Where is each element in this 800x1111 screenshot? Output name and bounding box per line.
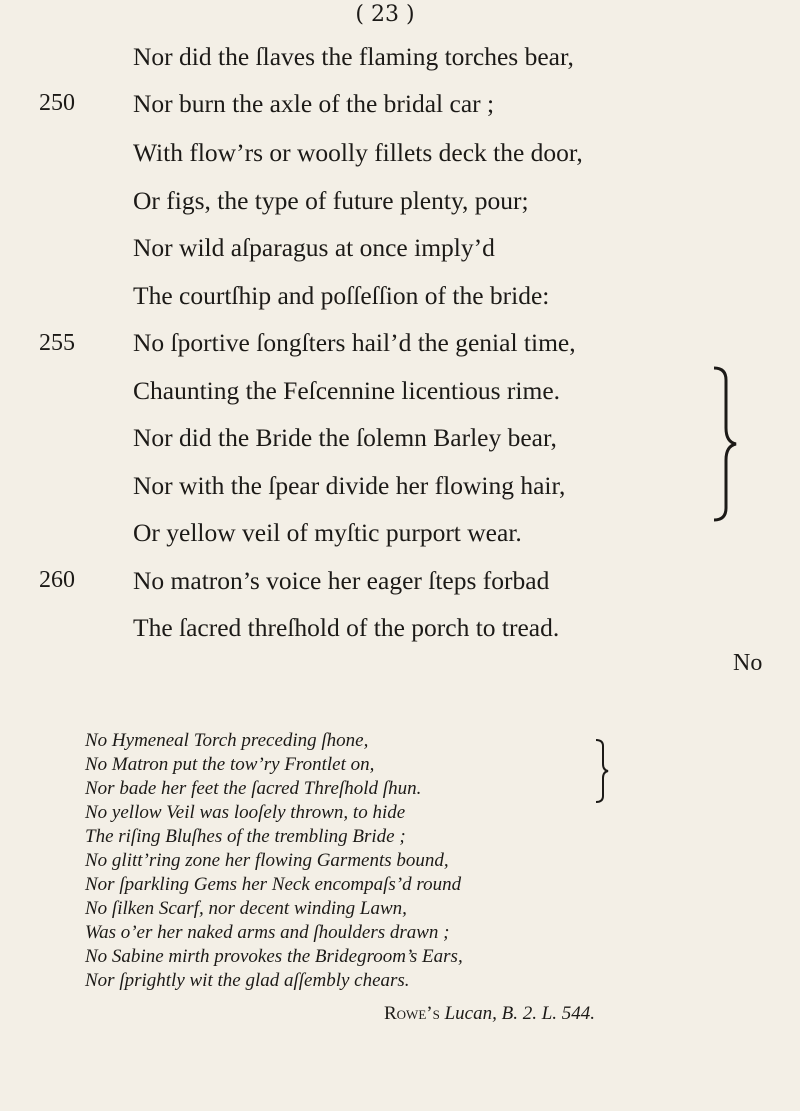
line-number: 255 <box>39 330 75 356</box>
verse-line: With flow’rs or woolly fillets deck the door, <box>133 138 583 167</box>
citation-line: L. 544. <box>541 1003 596 1024</box>
line-number: 260 <box>39 567 75 593</box>
citation-book: B. 2. <box>501 1003 537 1024</box>
verse-line: Chaunting the Feſcennine licentious rime. <box>133 376 561 405</box>
verse-line: Nor burn the axle of the bridal car ; <box>133 89 495 118</box>
verse-line: Nor wild aſparagus at once imply’d <box>133 233 495 262</box>
verse-line: The courtſhip and poſſeſſion of the bride: <box>133 281 550 310</box>
verse-line: Or yellow veil of myſtic purport wear. <box>133 518 522 547</box>
citation-work: Lucan, <box>444 1003 497 1024</box>
page-number: ( 23 ) <box>355 2 415 27</box>
footnote-brace <box>594 738 610 804</box>
footnote-line: Was o’er her naked arms and ſhoulders drawn ; <box>85 922 450 943</box>
footnote-line: No ſilken Scarf, nor decent winding Lawn, <box>85 898 407 919</box>
footnote-line: Nor ſprightly wit the glad aſſembly chears. <box>85 970 410 991</box>
verse-line: Nor with the ſpear divide her flowing hair, <box>133 471 566 500</box>
footnote-line: No yellow Veil was looſely thrown, to hide <box>85 802 406 823</box>
verse-line: No ſportive ſongſters hail’d the genial time, <box>133 328 576 357</box>
footnote-line: No Matron put the tow’ry Frontlet on, <box>85 754 375 775</box>
triplet-brace <box>712 364 738 524</box>
citation-author: Rowe’s <box>384 1003 440 1024</box>
footnote-line: Nor bade her feet the ſacred Threſhold ſhun. <box>85 778 422 799</box>
verse-line: The ſacred threſhold of the porch to tread. <box>133 613 560 642</box>
verse-line: Or figs, the type of future plenty, pour; <box>133 186 529 215</box>
verse-line: Nor did the Bride the ſolemn Barley bear, <box>133 423 557 452</box>
footnote-line: Nor ſparkling Gems her Neck encompaſs’d round <box>85 874 462 895</box>
footnote-line: No Hymeneal Torch preceding ſhone, <box>85 730 369 751</box>
footnote-line: No Sabine mirth provokes the Bridegroom’s Ears, <box>85 946 463 967</box>
footnote-line: No glitt’ring zone her flowing Garments bound, <box>85 850 449 871</box>
footnote-citation <box>384 1003 595 1025</box>
footnote-line: The riſing Bluſhes of the trembling Bride ; <box>85 826 406 847</box>
line-number: 250 <box>39 90 75 116</box>
catchword: No <box>733 650 763 676</box>
verse-line: No matron’s voice her eager ſteps forbad <box>133 566 550 595</box>
verse-line: Nor did the ſlaves the flaming torches bear, <box>133 42 574 71</box>
